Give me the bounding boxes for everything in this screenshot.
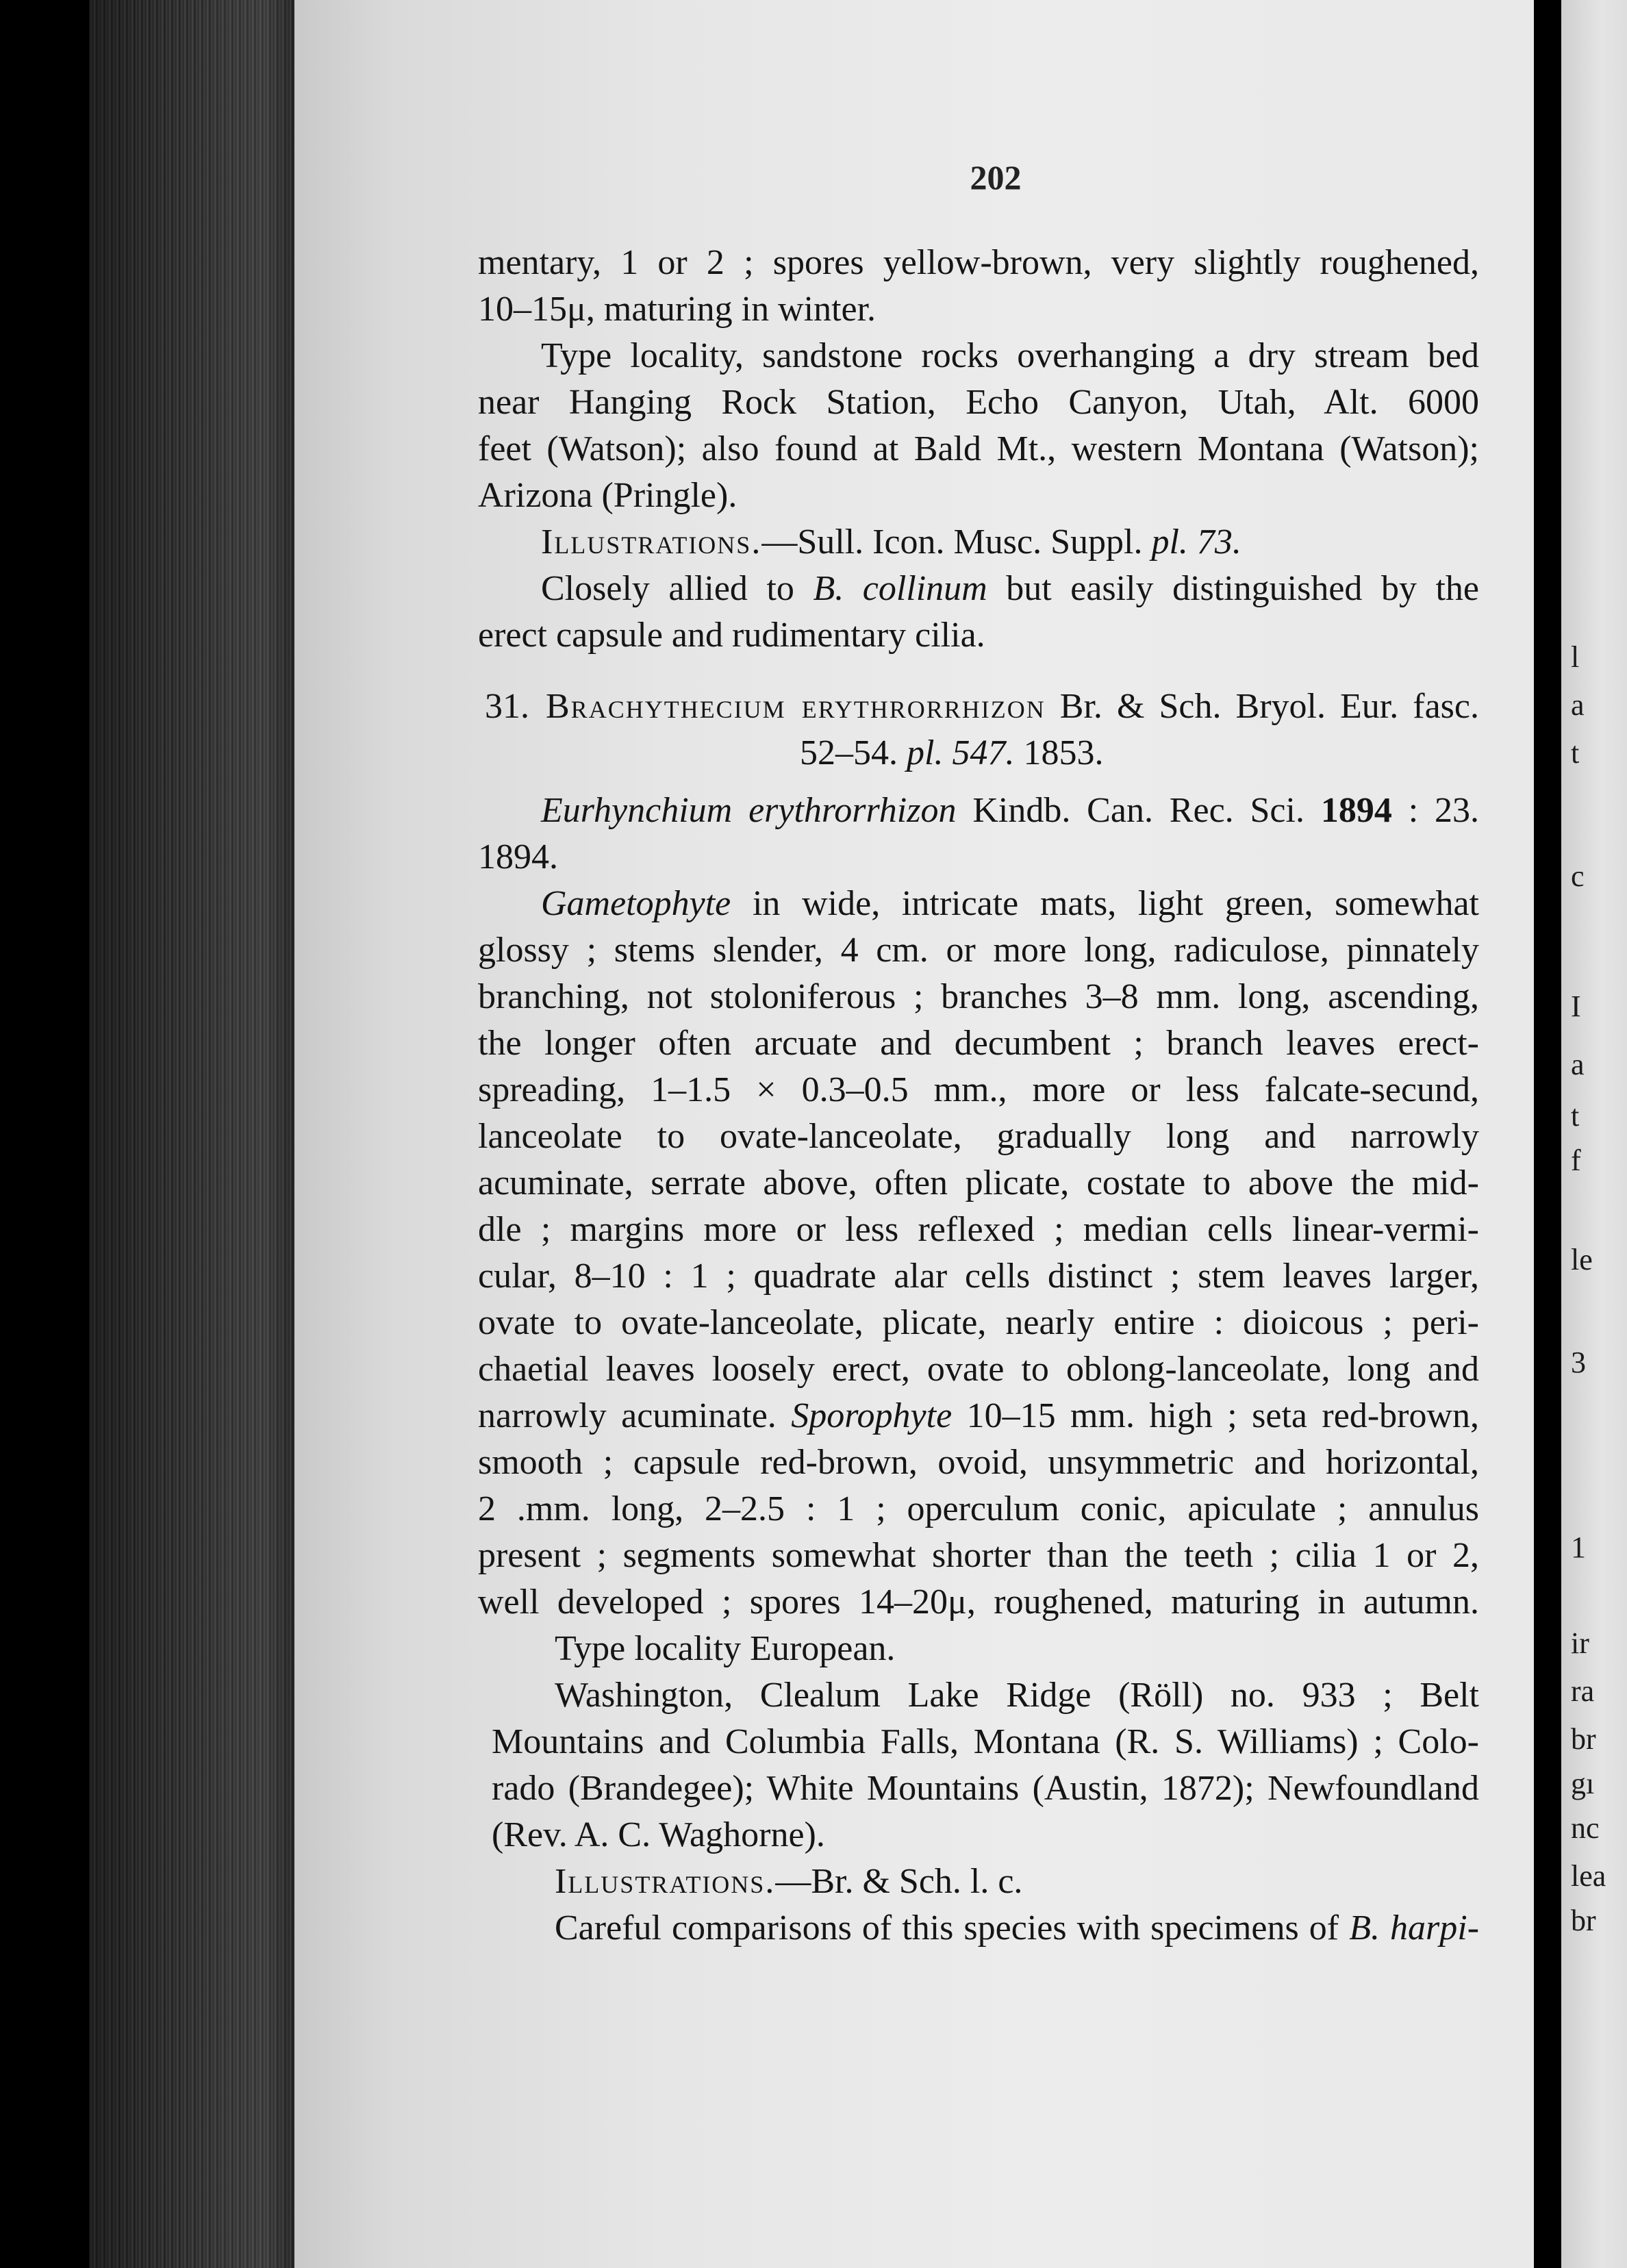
next-page-fragment: gı (1571, 1767, 1595, 1800)
description-line: spreading, 1–1.5 × 0.3–0.5 mm., more or less falcate-secund, (478, 1070, 1479, 1109)
description-line: glossy ; stems slender, 4 cm. or more long, radiculose, pinnately (478, 931, 1479, 970)
next-page-fragment: nc (1571, 1811, 1600, 1845)
next-page-fragment: le (1571, 1243, 1593, 1276)
next-page-fragment: f (1571, 1144, 1581, 1177)
description-line: lanceolate to ovate-lanceolate, gradually long and narrowly (478, 1117, 1479, 1156)
species-number: 31. (485, 687, 529, 726)
next-page-fragment: ir (1571, 1626, 1589, 1660)
next-page-fragment: I (1571, 990, 1581, 1023)
text-span: 10–15 mm. high ; seta red-brown, (952, 1396, 1479, 1435)
next-page-fragment: 1 (1571, 1530, 1586, 1564)
next-page-fragment: br (1571, 1722, 1596, 1756)
next-page-fragment: t (1571, 1099, 1580, 1133)
next-page-fragment: ra (1571, 1674, 1595, 1708)
next-page-fragment: a (1571, 1048, 1585, 1081)
text-span: in wide, intricate mats, light green, somewhat (731, 884, 1479, 923)
synonym-name: Eurhynchium erythrorrhizon (541, 791, 957, 830)
sporophyte-label: Sporophyte (791, 1396, 953, 1435)
distribution-line: Mountains and Columbia Falls, Montana (R. S. Williams) ; Colo- (492, 1722, 1479, 1761)
next-page-fragment: br (1571, 1904, 1596, 1937)
description-line (478, 1393, 1479, 1439)
description-line: the longer often arcuate and decumbent ; branch leaves erect- (478, 1024, 1479, 1063)
description-line: smooth ; capsule red-brown, ovoid, unsymmetric and horizontal, (478, 1443, 1479, 1482)
scan-left-margin (0, 0, 89, 2268)
description-line: branching, not stoloniferous ; branches 3–8 mm. long, ascending, (478, 977, 1479, 1016)
distribution-line: rado (Brandegee); White Mountains (Austin, 1872); Newfoundland (492, 1769, 1479, 1808)
illustration-reference: Br. & Sch. l. c. (811, 1862, 1023, 1901)
text-line: 1894. (478, 837, 558, 877)
description-line: well developed ; spores 14–20μ, roughened, maturing in autumn. (478, 1583, 1479, 1622)
text-line: Arizona (Pringle). (478, 476, 737, 515)
illustrations-label: Illustrations. (555, 1862, 776, 1901)
gametophyte-label: Gametophyte (541, 884, 731, 923)
description-line: 2 .mm. long, 2–2.5 : 1 ; operculum conic, apiculate ; annulus (478, 1489, 1479, 1528)
synonym-year: 1894 (1320, 791, 1392, 830)
description-line: present ; segments somewhat shorter than the teeth ; cilia 1 or 2, (478, 1536, 1479, 1575)
synonym-line (541, 788, 1479, 834)
em-dash: — (761, 522, 798, 562)
species-heading (485, 683, 1479, 730)
description-line: chaetial leaves loosely erect, ovate to oblong-lanceolate, long and (478, 1350, 1479, 1389)
next-page-fragment: lea (1571, 1859, 1606, 1893)
text-line: 10–15μ, maturing in winter. (478, 290, 876, 329)
distribution-line: (Rev. A. C. Waghorne). (492, 1815, 825, 1854)
species-name: Brachythecium erythrorrhizon (546, 687, 1046, 726)
text-line: near Hanging Rock Station, Echo Canyon, Utah, Alt. 6000 (478, 383, 1479, 422)
description-line: cular, 8–10 : 1 ; quadrate alar cells distinct ; stem leaves larger, (478, 1257, 1479, 1296)
synonym-pages: : 23. (1391, 791, 1479, 830)
next-page-fragment: c (1571, 859, 1585, 893)
text-span: Closely allied to (541, 569, 814, 608)
illustrations-line (541, 519, 1479, 566)
description-line (541, 881, 1479, 927)
book-gutter (1534, 0, 1561, 2268)
next-page-fragment: 3 (1571, 1346, 1586, 1379)
text-span: but easily distinguished by the (987, 569, 1480, 608)
distribution-line: Washington, Clealum Lake Ridge (Röll) no. 933 ; Belt (555, 1676, 1479, 1715)
book-page-edges (89, 0, 294, 2268)
species-citation: Br. & Sch. Bryol. Eur. fasc. (1045, 687, 1479, 726)
description-line: ovate to ovate-lanceolate, plicate, nearly entire : dioicous ; peri- (478, 1303, 1479, 1342)
citation-line (800, 730, 1279, 777)
description-line: acuminate, serrate above, often plicate, costate to above the mid- (478, 1163, 1479, 1202)
page-number: 202 (970, 158, 1022, 197)
text-span: narrowly acuminate. (478, 1396, 792, 1435)
type-locality: Type locality European. (555, 1629, 896, 1668)
adjacent-page-fragment (1561, 0, 1627, 2268)
next-page-fragment: a (1571, 688, 1585, 722)
illustration-reference: Sull. Icon. Musc. Suppl. (797, 522, 1152, 562)
text-span: 52–54. (800, 733, 907, 772)
em-dash: — (775, 1862, 811, 1901)
illustrations-line (555, 1859, 1493, 1905)
text-span: Careful comparisons of this species with specimens of (555, 1908, 1350, 1948)
plate-reference: pl. 547. (907, 733, 1015, 772)
synonym-citation: Kindb. Can. Rec. Sci. (956, 791, 1321, 830)
text-span: 1853. (1014, 733, 1104, 772)
next-page-fragment: t (1571, 736, 1580, 770)
text-line: feet (Watson); also found at Bald Mt., western Montana (Watson); (478, 429, 1479, 468)
next-page-fragment: l (1571, 640, 1580, 674)
taxon-name: B. harpi- (1349, 1908, 1480, 1948)
text-line (555, 1905, 1479, 1952)
illustrations-label: Illustrations. (541, 522, 762, 562)
taxon-name: B. collinum (813, 569, 987, 608)
plate-reference: pl. 73. (1151, 522, 1241, 562)
text-line (541, 566, 1479, 612)
text-line: mentary, 1 or 2 ; spores yellow-brown, very slightly roughened, (478, 243, 1479, 282)
text-line: Type locality, sandstone rocks overhanging a dry stream bed (541, 336, 1479, 375)
description-line: dle ; margins more or less reflexed ; median cells linear-vermi- (478, 1210, 1479, 1249)
text-line: erect capsule and rudimentary cilia. (478, 616, 985, 655)
